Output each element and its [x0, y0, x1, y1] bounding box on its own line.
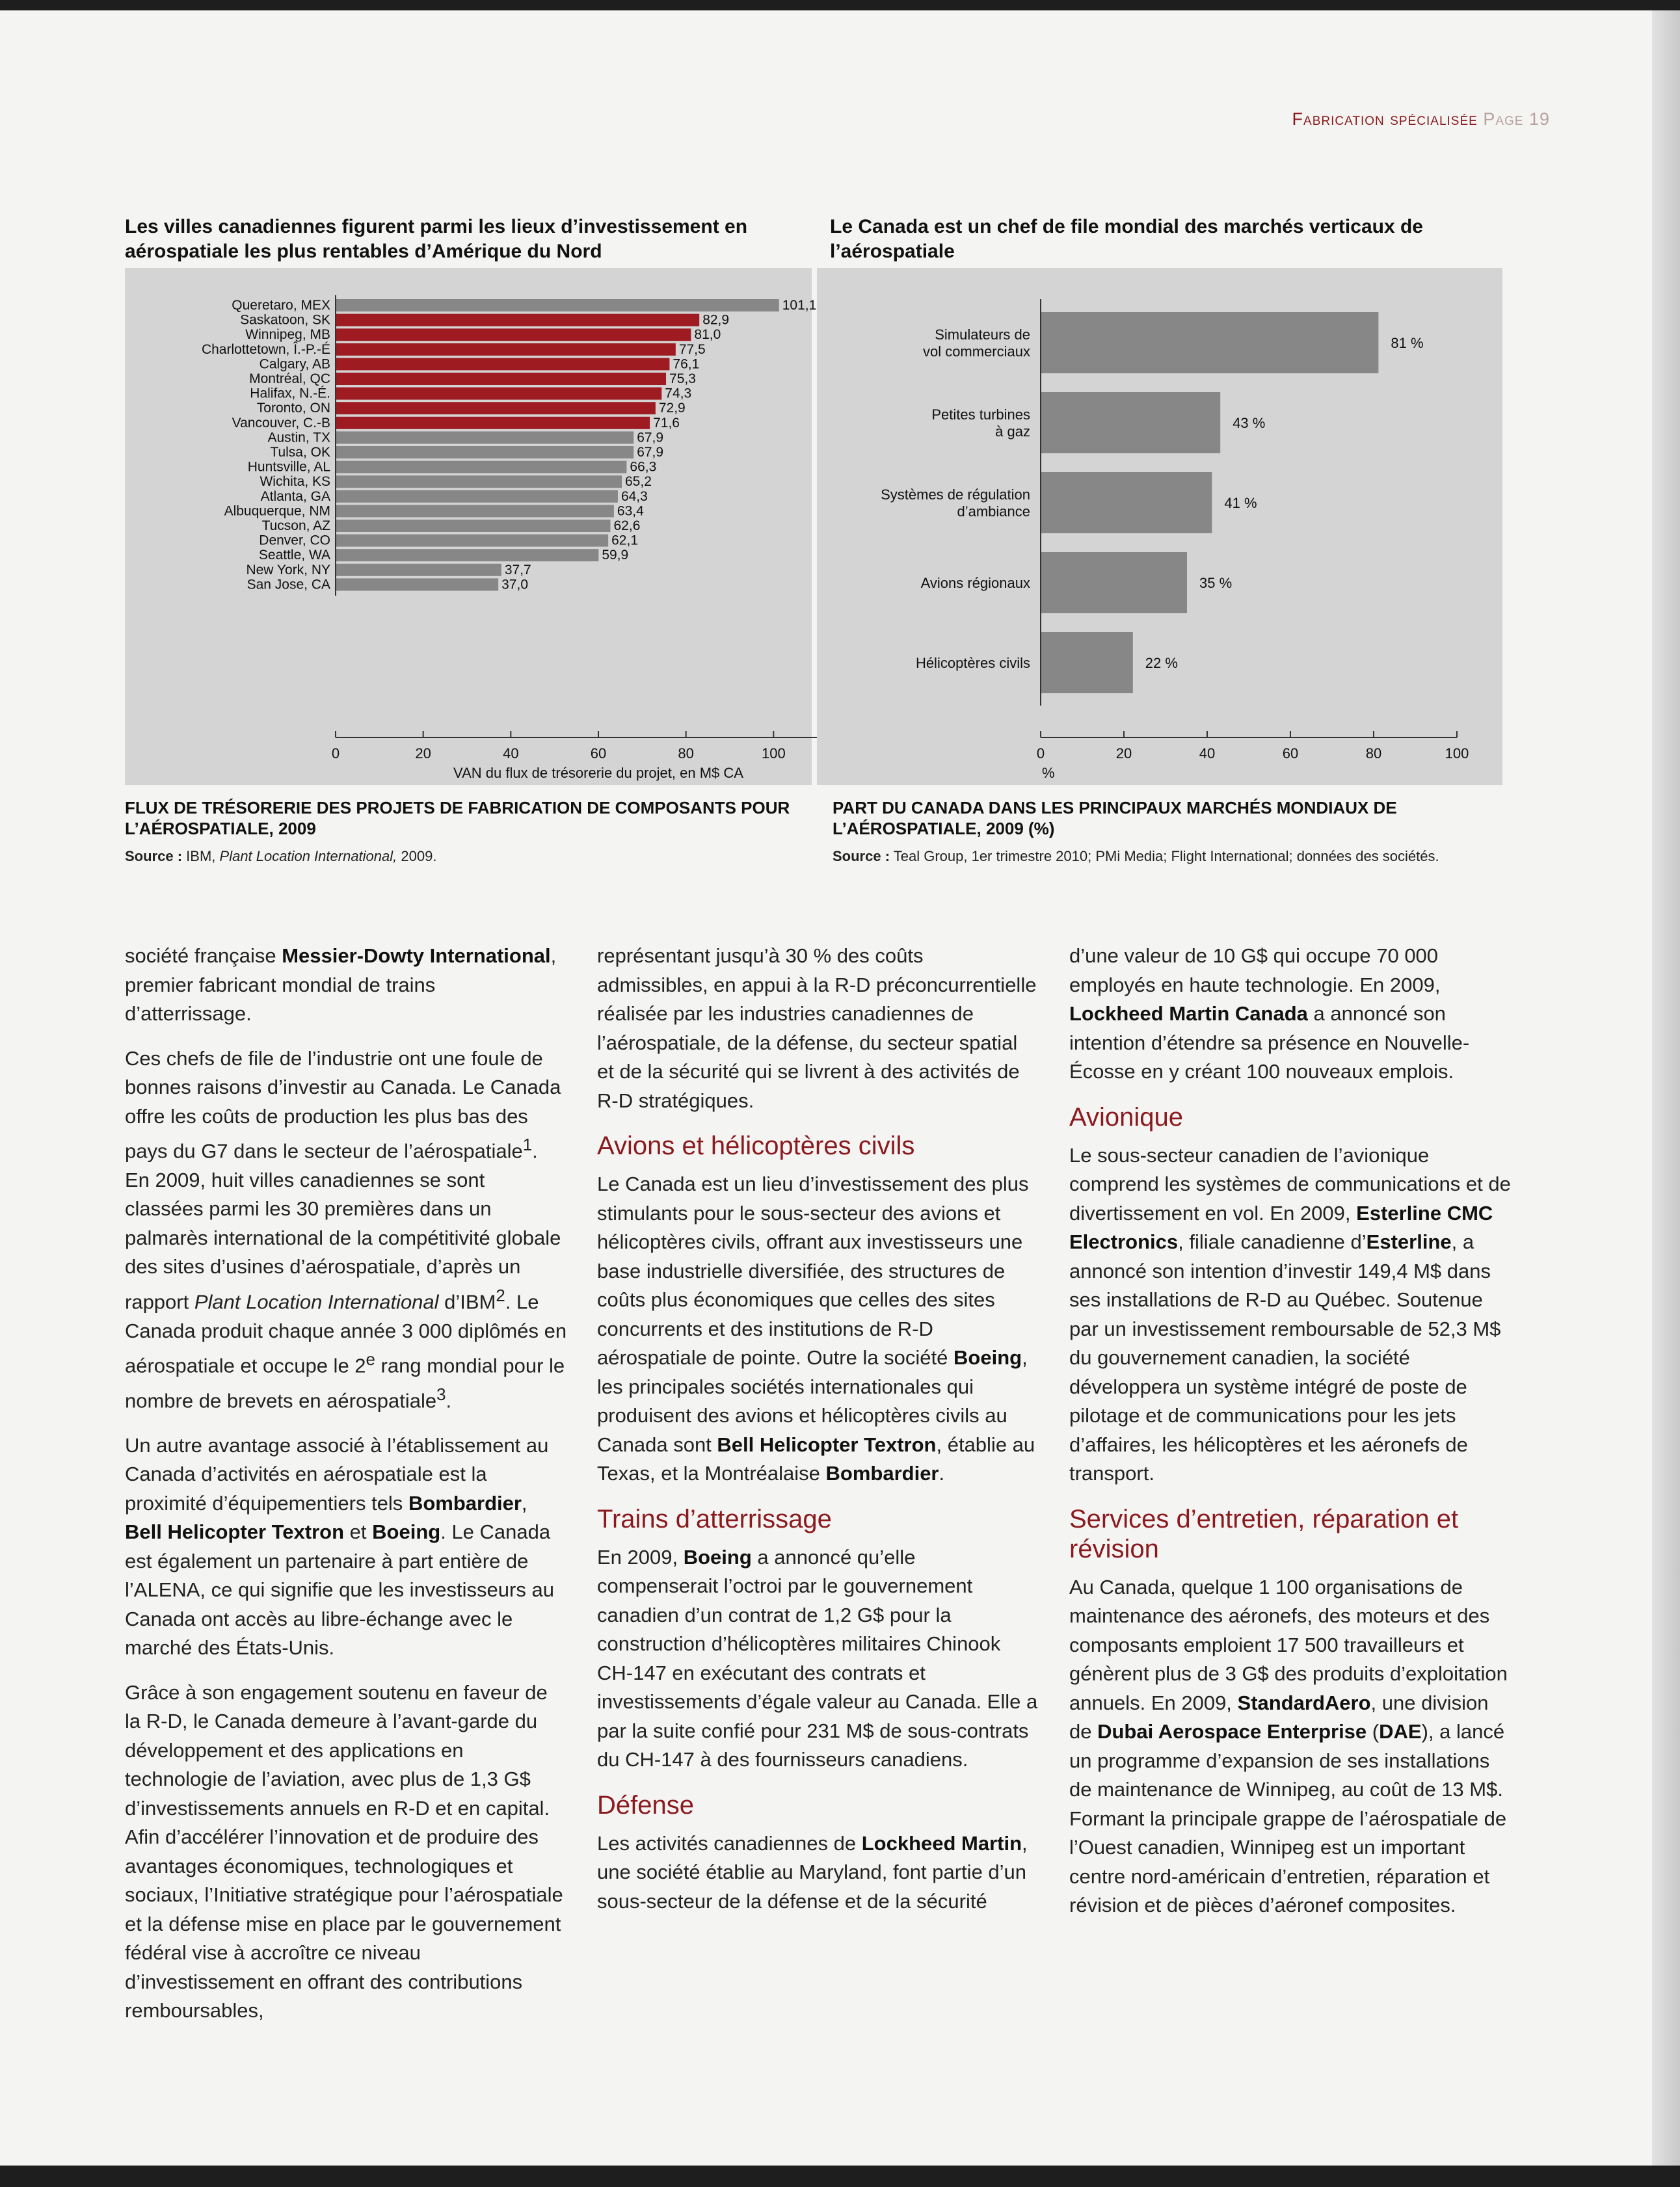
x-tick-label: 0 — [331, 745, 340, 762]
left-source-italic: Plant Location International, — [219, 848, 397, 864]
category-label: Montréal, QC — [249, 371, 330, 386]
company-name: Esterline — [1366, 1230, 1452, 1253]
x-tick-label: 0 — [1036, 745, 1045, 762]
section-heading-mro: Services d’entretien, réparation et révision — [1069, 1504, 1459, 1563]
category-label: Tucson, AZ — [261, 518, 330, 533]
bar — [1041, 472, 1212, 533]
right-source-label: Source : — [833, 848, 890, 864]
left-chart-caption: FLUX DE TRÉSORERIE DES PROJETS DE FABRICATION DE COMPOSANTS POUR L’AÉROSPATIALE, 2009 — [125, 798, 790, 838]
x-axis-label: VAN du flux de trésorerie du projet, en M$ CA — [453, 765, 743, 781]
bar — [1041, 632, 1133, 693]
body-column-1 — [125, 942, 567, 2041]
footnote-ref: 1 — [522, 1136, 533, 1154]
right-chart-source — [833, 848, 1548, 865]
left-chart-panel — [125, 268, 817, 785]
footnote-ref: 3 — [436, 1385, 446, 1404]
right-chart — [817, 268, 1502, 785]
col2-paragraph-2 — [597, 1170, 1039, 1489]
company-name: Boeing — [683, 1545, 752, 1569]
right-chart-title: Le Canada est un chef de file mondial des marchés verticaux de l’aérospatiale — [830, 216, 1423, 262]
text: . Le Canada est également un partenaire à part entière de l’ALENA, ce qui signifie que les investisseurs au Canada ont accès au libre-échange avec le marché des États-Unis. — [125, 1520, 554, 1660]
text: Les activités canadiennes de — [597, 1831, 862, 1855]
company-name: StandardAero — [1237, 1691, 1371, 1714]
bar — [336, 431, 633, 444]
left-source-label: Source : — [125, 848, 183, 864]
value-label: 22 % — [1145, 655, 1178, 671]
category-label: San Jose, CA — [247, 577, 330, 592]
company-name: Bell Helicopter Textron — [125, 1520, 345, 1544]
bar — [336, 446, 633, 458]
text: . Le Canada produit chaque année 3 000 diplômés en aérospatiale et occupe le 2 — [125, 1290, 567, 1377]
category-label: Vancouver, C.-B — [232, 415, 330, 431]
right-chart-caption: PART DU CANADA DANS LES PRINCIPAUX MARCHÉS MONDIAUX DE L’AÉROSPATIALE, 2009 (%) — [833, 798, 1397, 838]
category-label: Huntsville, AL — [247, 459, 330, 475]
col1-paragraph-2 — [125, 1044, 567, 1416]
scan-bottom-border — [0, 2166, 1680, 2187]
bar — [336, 328, 691, 341]
category-label: Toronto, ON — [256, 401, 330, 416]
company-name: Lockheed Martin — [861, 1831, 1022, 1855]
company-name: Messier-Dowty International — [282, 944, 551, 967]
header-page-number: Page 19 — [1483, 109, 1550, 129]
category-label: Hélicoptères civils — [915, 655, 1030, 671]
category-label: Charlottetown, Î.-P.-É — [201, 341, 330, 357]
bar — [336, 475, 622, 488]
value-label: 81,0 — [694, 327, 721, 343]
x-tick-label: 20 — [415, 745, 431, 762]
text: société française — [125, 944, 282, 967]
section-heading-avionics: Avionique — [1069, 1102, 1183, 1132]
section-heading-civil-aircraft: Avions et hélicoptères civils — [597, 1132, 915, 1160]
category-label: Halifax, N.-É. — [250, 386, 330, 401]
value-label: 37,0 — [501, 577, 529, 592]
category-label: Wichita, KS — [260, 474, 330, 490]
category-label: Denver, CO — [259, 533, 330, 548]
value-label: 71,6 — [653, 415, 680, 431]
x-tick-label: 60 — [1282, 745, 1299, 762]
bar — [336, 314, 699, 326]
value-label: 62,6 — [613, 518, 641, 533]
value-label: 35 % — [1199, 575, 1233, 591]
bar — [336, 402, 656, 414]
col1-paragraph-4: Grâce à son engagement soutenu en faveur de la R-D, le Canada demeure à l’avant-garde du développement et des applications en technologie de l’aviation, avec plus de 1,3 G$ d’investissements annuels en R-D et en capital. Afin d’accélérer l’innovation et de produire des avantages économiques, technologiques et sociaux, l’Initiative stratégique pour l’aérospatiale et la défense mise en place par le gouvernement fédéral vise à accroître ce niveau d’investissement en offrant des contributions remboursables, — [125, 1680, 563, 2022]
category-label: Winnipeg, MB — [245, 327, 330, 343]
bar — [336, 417, 650, 429]
category-label: vol commerciaux — [922, 343, 1030, 360]
footnote-ref: 2 — [496, 1286, 505, 1305]
value-label: 67,9 — [637, 430, 664, 445]
category-label: Queretaro, MEX — [232, 298, 330, 313]
x-axis-label: % — [1042, 765, 1055, 781]
page-edge — [1652, 0, 1680, 2187]
category-label: Simulateurs de — [935, 326, 1030, 343]
body-column-2 — [597, 942, 1039, 1931]
text: , établie au Texas, et la Montréalaise — [597, 1433, 1035, 1485]
category-label: Tulsa, OK — [270, 445, 330, 460]
value-label: 41 % — [1224, 495, 1257, 511]
text: d’une valeur de 10 G$ qui occupe 70 000 employés en haute technologie. En 2009, — [1069, 944, 1441, 996]
text: , filiale canadienne d’ — [1178, 1230, 1367, 1253]
col3-paragraph-1 — [1069, 942, 1512, 1087]
text: a annoncé qu’elle compenserait l’octroi par le gouvernement canadien d’un contrat de 1,2 G$ pour la construction d’hélicoptères militaires Chinook CH-147 en exécutant des contrats et investissements d’égale valeur au Canada. Elle a par la suite confié pour 231 M$ de sous-contrats du CH-147 à des fournisseurs canadiens. — [597, 1545, 1038, 1771]
company-name: Boeing — [372, 1520, 441, 1544]
value-label: 82,9 — [702, 312, 730, 328]
bar — [336, 461, 626, 473]
left-source-year: 2009. — [401, 848, 437, 864]
value-label: 65,2 — [625, 474, 652, 490]
value-label: 66,3 — [630, 459, 657, 475]
x-tick-label: 100 — [761, 745, 786, 762]
text: , a annoncé son intention d’investir 149,4 M$ dans ses installations de R-D au Québec. Soutenue par un investissement remboursable de 52,3 M$ du gouvernement canadien, la société développera un système intégré de poste de pilotage et de communications pour les jets d’affaires, les hélicoptères et les aéronefs de transport. — [1069, 1230, 1501, 1485]
text: Un autre avantage associé à l’établissement au Canada d’activités en aérospatiale est la proximité d’équipementiers tels — [125, 1433, 549, 1515]
col3-paragraph-3 — [1069, 1573, 1512, 1920]
x-tick-label: 40 — [503, 745, 519, 762]
company-name: Lockheed Martin Canada — [1069, 1002, 1308, 1025]
category-label: Avions régionaux — [920, 575, 1030, 591]
col1-paragraph-3 — [125, 1431, 567, 1663]
text: En 2009, — [597, 1545, 684, 1569]
x-tick-label: 100 — [1445, 745, 1469, 762]
text: Ces chefs de file de l’industrie ont une foule de bonnes raisons d’investir au Canada. Le Canada offre les coûts de production les plus bas des pays du G7 dans le secteur de l’aérospatiale — [125, 1046, 561, 1163]
text: ( — [1367, 1720, 1380, 1743]
company-name: Bell Helicopter Textron — [717, 1433, 937, 1456]
section-heading-defense: Défense — [597, 1790, 694, 1820]
text: et — [344, 1520, 373, 1544]
text: , une société établie au Maryland, font partie d’un sous-secteur de la défense et de la sécurité — [597, 1831, 1028, 1913]
left-chart — [125, 268, 817, 785]
value-label: 76,1 — [673, 356, 700, 372]
text: Au Canada, quelque 1 100 organisations de maintenance des aéronefs, des moteurs et des composants emploient 17 500 travailleurs et génèrent plus de 3 G$ des produits d’exploitation annuels. En 2009, — [1069, 1575, 1508, 1714]
col3-paragraph-2 — [1069, 1141, 1512, 1489]
category-label: Calgary, AB — [259, 356, 330, 372]
x-tick-label: 20 — [1115, 745, 1132, 762]
bar — [336, 535, 608, 547]
text: , — [521, 1491, 527, 1515]
value-label: 64,3 — [620, 488, 648, 504]
value-label: 74,3 — [665, 386, 692, 401]
text: d’IBM — [438, 1290, 496, 1314]
bar — [336, 505, 614, 517]
company-name: Dubai Aerospace Enterprise — [1097, 1720, 1367, 1743]
left-source-text: IBM, — [186, 848, 216, 864]
category-label: à gaz — [995, 423, 1030, 440]
text: ), a lancé un programme d’expansion de ses installations de maintenance de Winnipeg, au coût de 13 M$. Formant la principale grappe de l’aérospatiale de l’Ouest canadien, Winnipeg est un important centre nord-américain d’entretien, réparation et révision et de pièces d’aéronef composites. — [1069, 1720, 1507, 1916]
bar — [1041, 552, 1187, 613]
ordinal-suffix: e — [366, 1351, 375, 1370]
x-tick-label: 40 — [1199, 745, 1216, 762]
col2-paragraph-1: représentant jusqu’à 30 % des coûts admissibles, en appui à la R-D préconcurrentielle réalisée par les industries canadiennes de l’aérospatiale, de la défense, du secteur spatial et de la sécurité qui se livrent à des activités de R-D stratégiques. — [597, 944, 1037, 1112]
company-name: Bombardier — [408, 1491, 522, 1515]
category-label: Austin, TX — [267, 430, 330, 445]
value-label: 77,5 — [678, 341, 706, 357]
value-label: 63,4 — [617, 503, 644, 519]
text: . — [446, 1389, 452, 1412]
text: . — [939, 1462, 945, 1485]
value-label: 59,9 — [602, 548, 629, 563]
text: , les principales sociétés internationales qui produisent des avions et hélicoptères civils au Canada sont — [597, 1346, 1028, 1456]
left-chart-source — [125, 848, 840, 865]
bar — [336, 549, 598, 561]
value-label: 67,9 — [637, 445, 664, 460]
header-section: Fabrication spécialisée — [1292, 109, 1478, 129]
value-label: 43 % — [1233, 415, 1266, 431]
right-chart-panel — [817, 268, 1502, 785]
company-name: Esterline CMC Electronics — [1069, 1201, 1493, 1253]
category-label: Atlanta, GA — [260, 488, 330, 504]
left-chart-title: Les villes canadiennes figurent parmi les lieux d’investissement en aérospatiale les plus rentables d’Amérique du Nord — [125, 216, 748, 262]
bar — [336, 564, 501, 576]
text: , une division de — [1069, 1691, 1489, 1743]
right-source-text: Teal Group, 1er trimestre 2010; PMi Media; Flight International; données des sociétés. — [893, 848, 1439, 864]
category-label: Saskatoon, SK — [240, 312, 330, 328]
col1-paragraph-1 — [125, 942, 567, 1029]
x-tick-label: 80 — [1365, 745, 1382, 762]
value-label: 37,7 — [504, 562, 531, 577]
text: . En 2009, huit villes canadiennes se sont classées parmi les 30 premières dans un palmarès international de la compétitivité globale des sites d’usines d’aérospatiale, d’après un rapport — [125, 1139, 561, 1314]
scan-top-border — [0, 0, 1680, 10]
x-tick-label: 80 — [678, 745, 694, 762]
value-label: 75,3 — [669, 371, 696, 386]
text: , premier fabricant mondial de trains d’atterrissage. — [125, 944, 557, 1025]
x-tick-label: 60 — [590, 745, 607, 762]
category-label: Petites turbines — [931, 406, 1030, 423]
bar — [336, 299, 779, 311]
bar — [1041, 392, 1220, 453]
category-label: d’ambiance — [957, 503, 1030, 520]
company-name: DAE — [1379, 1720, 1422, 1743]
bar — [336, 490, 618, 503]
category-label: Systèmes de régulation — [881, 486, 1030, 503]
bar — [336, 388, 661, 400]
text: a annoncé son intention d’étendre sa présence en Nouvelle-Écosse en y créant 100 nouveaux emplois. — [1069, 1002, 1470, 1083]
bar — [336, 343, 676, 356]
report-title: Plant Location International — [194, 1290, 439, 1314]
category-label: Seattle, WA — [258, 548, 330, 563]
category-label: Albuquerque, NM — [224, 503, 330, 519]
bar — [336, 578, 498, 590]
company-name: Bombardier — [825, 1462, 939, 1485]
bar — [336, 373, 666, 385]
running-header — [1292, 109, 1550, 129]
col2-paragraph-3 — [597, 1543, 1039, 1775]
text: Le sous-secteur canadien de l’avionique comprend les systèmes de communications et de divertissement en vol. En 2009, — [1069, 1143, 1511, 1225]
section-heading-landing-gear: Trains d’atterrissage — [597, 1504, 832, 1533]
category-label: New York, NY — [246, 562, 330, 577]
bar — [336, 358, 669, 370]
text: Le Canada est un lieu d’investissement des plus stimulants pour le sous-secteur des avions et hélicoptères civils, offrant aux investisseurs une base industrielle diversifiée, des structures de coûts plus économiques que celles des sites concurrents et des institutions de R-D aérospatiale de pointe. Outre la société — [597, 1173, 1029, 1369]
value-label: 101,1 — [782, 298, 817, 313]
body-column-3 — [1069, 942, 1512, 1936]
col2-paragraph-4 — [597, 1829, 1039, 1916]
value-label: 72,9 — [658, 401, 686, 416]
bar — [1041, 312, 1378, 373]
value-label: 81 % — [1391, 335, 1424, 351]
value-label: 62,1 — [611, 533, 639, 548]
company-name: Boeing — [953, 1346, 1022, 1369]
text: rang mondial pour le nombre de brevets en aérospatiale — [125, 1354, 565, 1412]
bar — [336, 520, 611, 532]
